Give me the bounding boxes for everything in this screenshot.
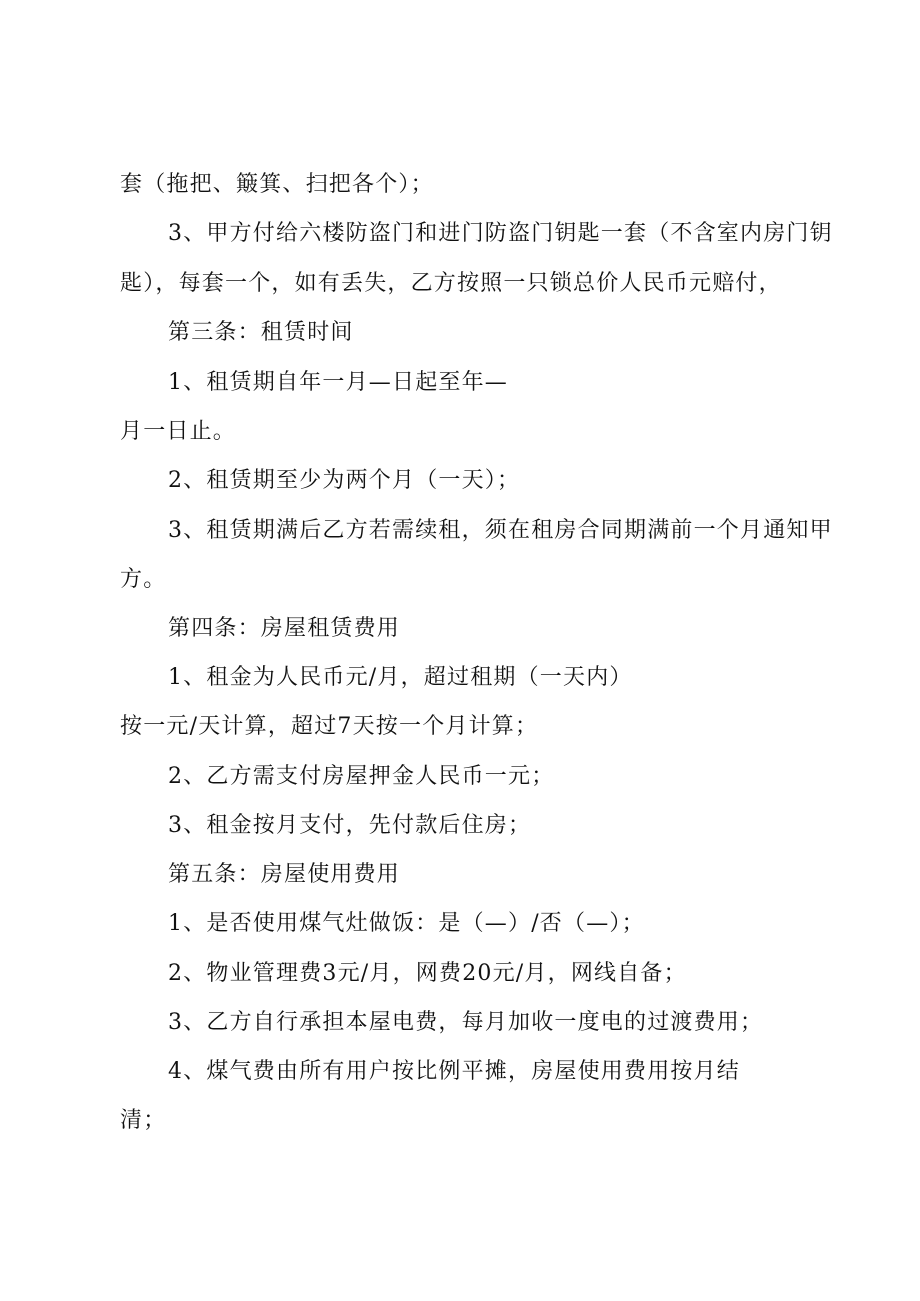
text-line: 2、物业管理费3元/月，网费20元/月，网线自备； [168,961,687,986]
text-line: 方。 [120,567,167,592]
text-line: 3、租赁期满后乙方若需续租，须在租房合同期满前一个月通知甲 [168,518,833,543]
section-heading: 第三条：租赁时间 [168,320,354,345]
section-heading: 第四条：房屋租赁费用 [168,616,401,641]
text-line: 3、甲方付给六楼防盗门和进门防盗门钥匙一套（不含室内房门钥 [168,221,833,246]
text-line: 清； [120,1108,167,1133]
text-line: 3、乙方自行承担本屋电费，每月加收一度电的过渡费用； [168,1010,764,1035]
text-line: 3、租金按月支付，先付款后住房； [168,813,532,838]
text-line: 1、租赁期自年一月—日起至年— [168,370,508,395]
text-line: 1、租金为人民币元/月，超过租期（一天内） [168,665,633,690]
text-line: 月一日止。 [120,419,237,444]
text-line: 4、煤气费由所有用户按比例平摊，房屋使用费用按月结 [168,1059,740,1084]
text-line: 匙），每套一个，如有丢失，乙方按照一只锁总价人民币元赔付， [120,271,782,296]
text-line: 1、是否使用煤气灶做饭：是（—）/否（—）； [168,911,645,936]
text-line: 2、租赁期至少为两个月（一天）； [168,468,521,493]
text-line: 套（拖把、簸箕、扫把各个）； [120,172,434,197]
section-heading: 第五条：房屋使用费用 [168,862,401,887]
text-line: 2、乙方需支付房屋押金人民币一元； [168,764,555,789]
text-line: 按一元/天计算，超过7天按一个月计算； [120,714,539,739]
